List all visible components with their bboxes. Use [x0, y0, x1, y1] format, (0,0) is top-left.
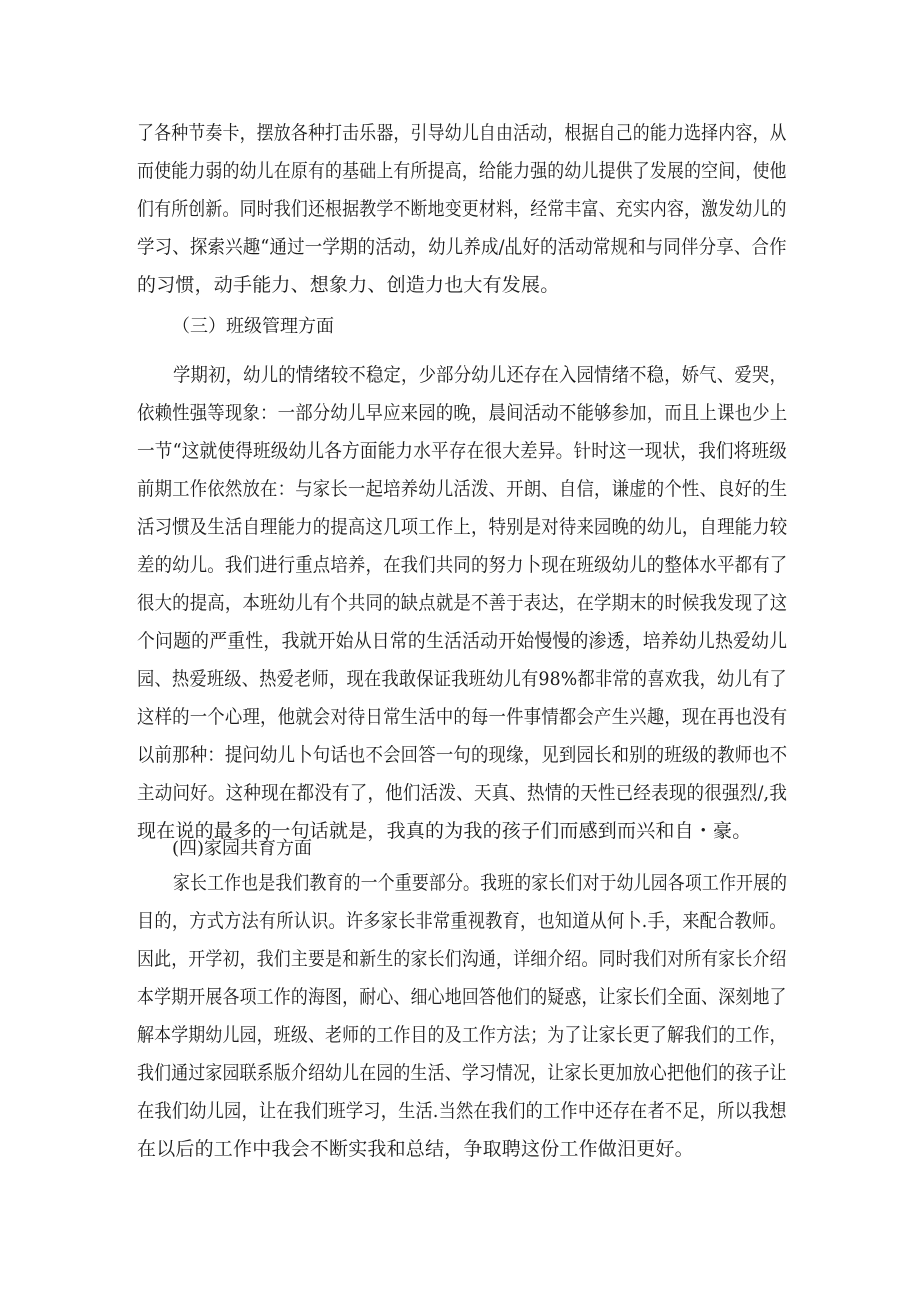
- paragraph-line: 前期工作依然放在：与家长一起培养幼儿活泼、开朗、自信，谦虚的个性、良好的生: [137, 478, 788, 500]
- section-heading-class-management: （三）班级管理方面: [172, 316, 334, 337]
- paragraph-line: 在我们幼儿园，让在我们班学习，生活.当然在我们的工作中还存在者不足，所以我想: [137, 1100, 787, 1122]
- paragraph-line: 这样的一个心理，他就会对待日常生活中的每一件事情都会产生兴趣，现在再也没有: [137, 706, 788, 728]
- paragraph-line: 很大的提高，本班幼儿有个共同的缺点就是不善于表达，在学期末的时候我发现了这: [137, 592, 788, 614]
- paragraph-line: 的习惯，动手能力、想象力、创造力也大有发展。: [137, 274, 560, 296]
- paragraph-line: 主动问好。这种现在都没有了，他们活泼、天真、热情的天性已经表现的很强烈/,我: [137, 782, 788, 804]
- paragraph-line: 本学期开展各项工作的海图，耐心、细心地回答他们的疑惑，让家长们全面、深刻地了: [137, 986, 787, 1008]
- paragraph-line: 以前那种：提问幼儿卜句话也不会回答一句的现缘，见到园长和别的班级的教师也不: [137, 744, 788, 766]
- paragraph-line: 因此，开学初，我们主要是和新生的家长们沟通，详细介绍。同时我们对所有家长介绍: [137, 948, 787, 970]
- paragraph-line: 家长工作也是我们教育的一个重要部分。我班的家长们对于幼儿园各项工作开展的: [173, 872, 788, 894]
- paragraph-line: 活习惯及生活自理能力的提高这几项工作上，特别是对待来园晚的幼儿，自理能力较: [137, 516, 788, 538]
- paragraph-line: 一节“这就使得班级幼儿各方面能力水平存在很大差异。针时这一现状，我们将班级: [137, 440, 788, 462]
- paragraph-line: 们有所创新。同时我们还根据教学不断地变更材料，经常丰富、充实内容，激发幼儿的: [137, 198, 787, 220]
- paragraph-line: 了各种节奏卡，摆放各种打击乐器，引导幼儿自由活动，根据自己的能力选择内容，从: [137, 122, 787, 144]
- section-heading-home-school: (四)家园共育方面: [172, 838, 313, 859]
- paragraph-line: 现在说的最多的一句话就是，我真的为我的孩子们而感到而兴和自・豪。: [137, 820, 752, 842]
- paragraph-line: 目的，方式方法有所认识。许多家长非常重视教育，也知道从何卜.手，来配合教师。: [137, 910, 787, 932]
- paragraph-line: 在以后的工作中我会不断实我和总结，争取聘这份工作做汨更好。: [137, 1138, 694, 1160]
- paragraph-line: 而使能力弱的幼儿在原有的基础上有所提高，给能力强的幼儿提供了发展的空间，使他: [137, 160, 787, 182]
- paragraph-line: 我们通过家园联系版介绍幼儿在园的生活、学习情况，让家长更加放心把他们的孩子让: [137, 1062, 787, 1084]
- paragraph-line: 学期初，幼儿的情绪较不稳定，少部分幼儿还存在入园情绪不稳，娇气、爱哭，: [173, 364, 788, 386]
- paragraph-line: 解本学期幼儿园，班级、老师的工作目的及工作方法；为了让家长更了解我们的工作，: [137, 1024, 787, 1046]
- paragraph-line: 学习、探索兴趣“通过一学期的活动，幼儿养成/乩好的活动常规和与同伴分享、合作: [137, 236, 787, 258]
- paragraph-line: 依赖性强等现象：一部分幼儿早应来园的晚，晨间活动不能够参加，而且上课也少上: [137, 402, 788, 424]
- paragraph-line: 园、热爱班级、热爱老师，现在我敢保证我班幼儿有98%都非常的喜欢我，幼儿有了: [137, 668, 787, 690]
- paragraph-line: 个问题的严重性，我就开始从日常的生活活动开始慢慢的渗透，培养幼儿热爱幼儿: [137, 630, 788, 652]
- paragraph-line: 差的幼儿。我们进行重点培养，在我们共同的努力卜现在班级幼儿的整体水平都有了: [137, 554, 788, 576]
